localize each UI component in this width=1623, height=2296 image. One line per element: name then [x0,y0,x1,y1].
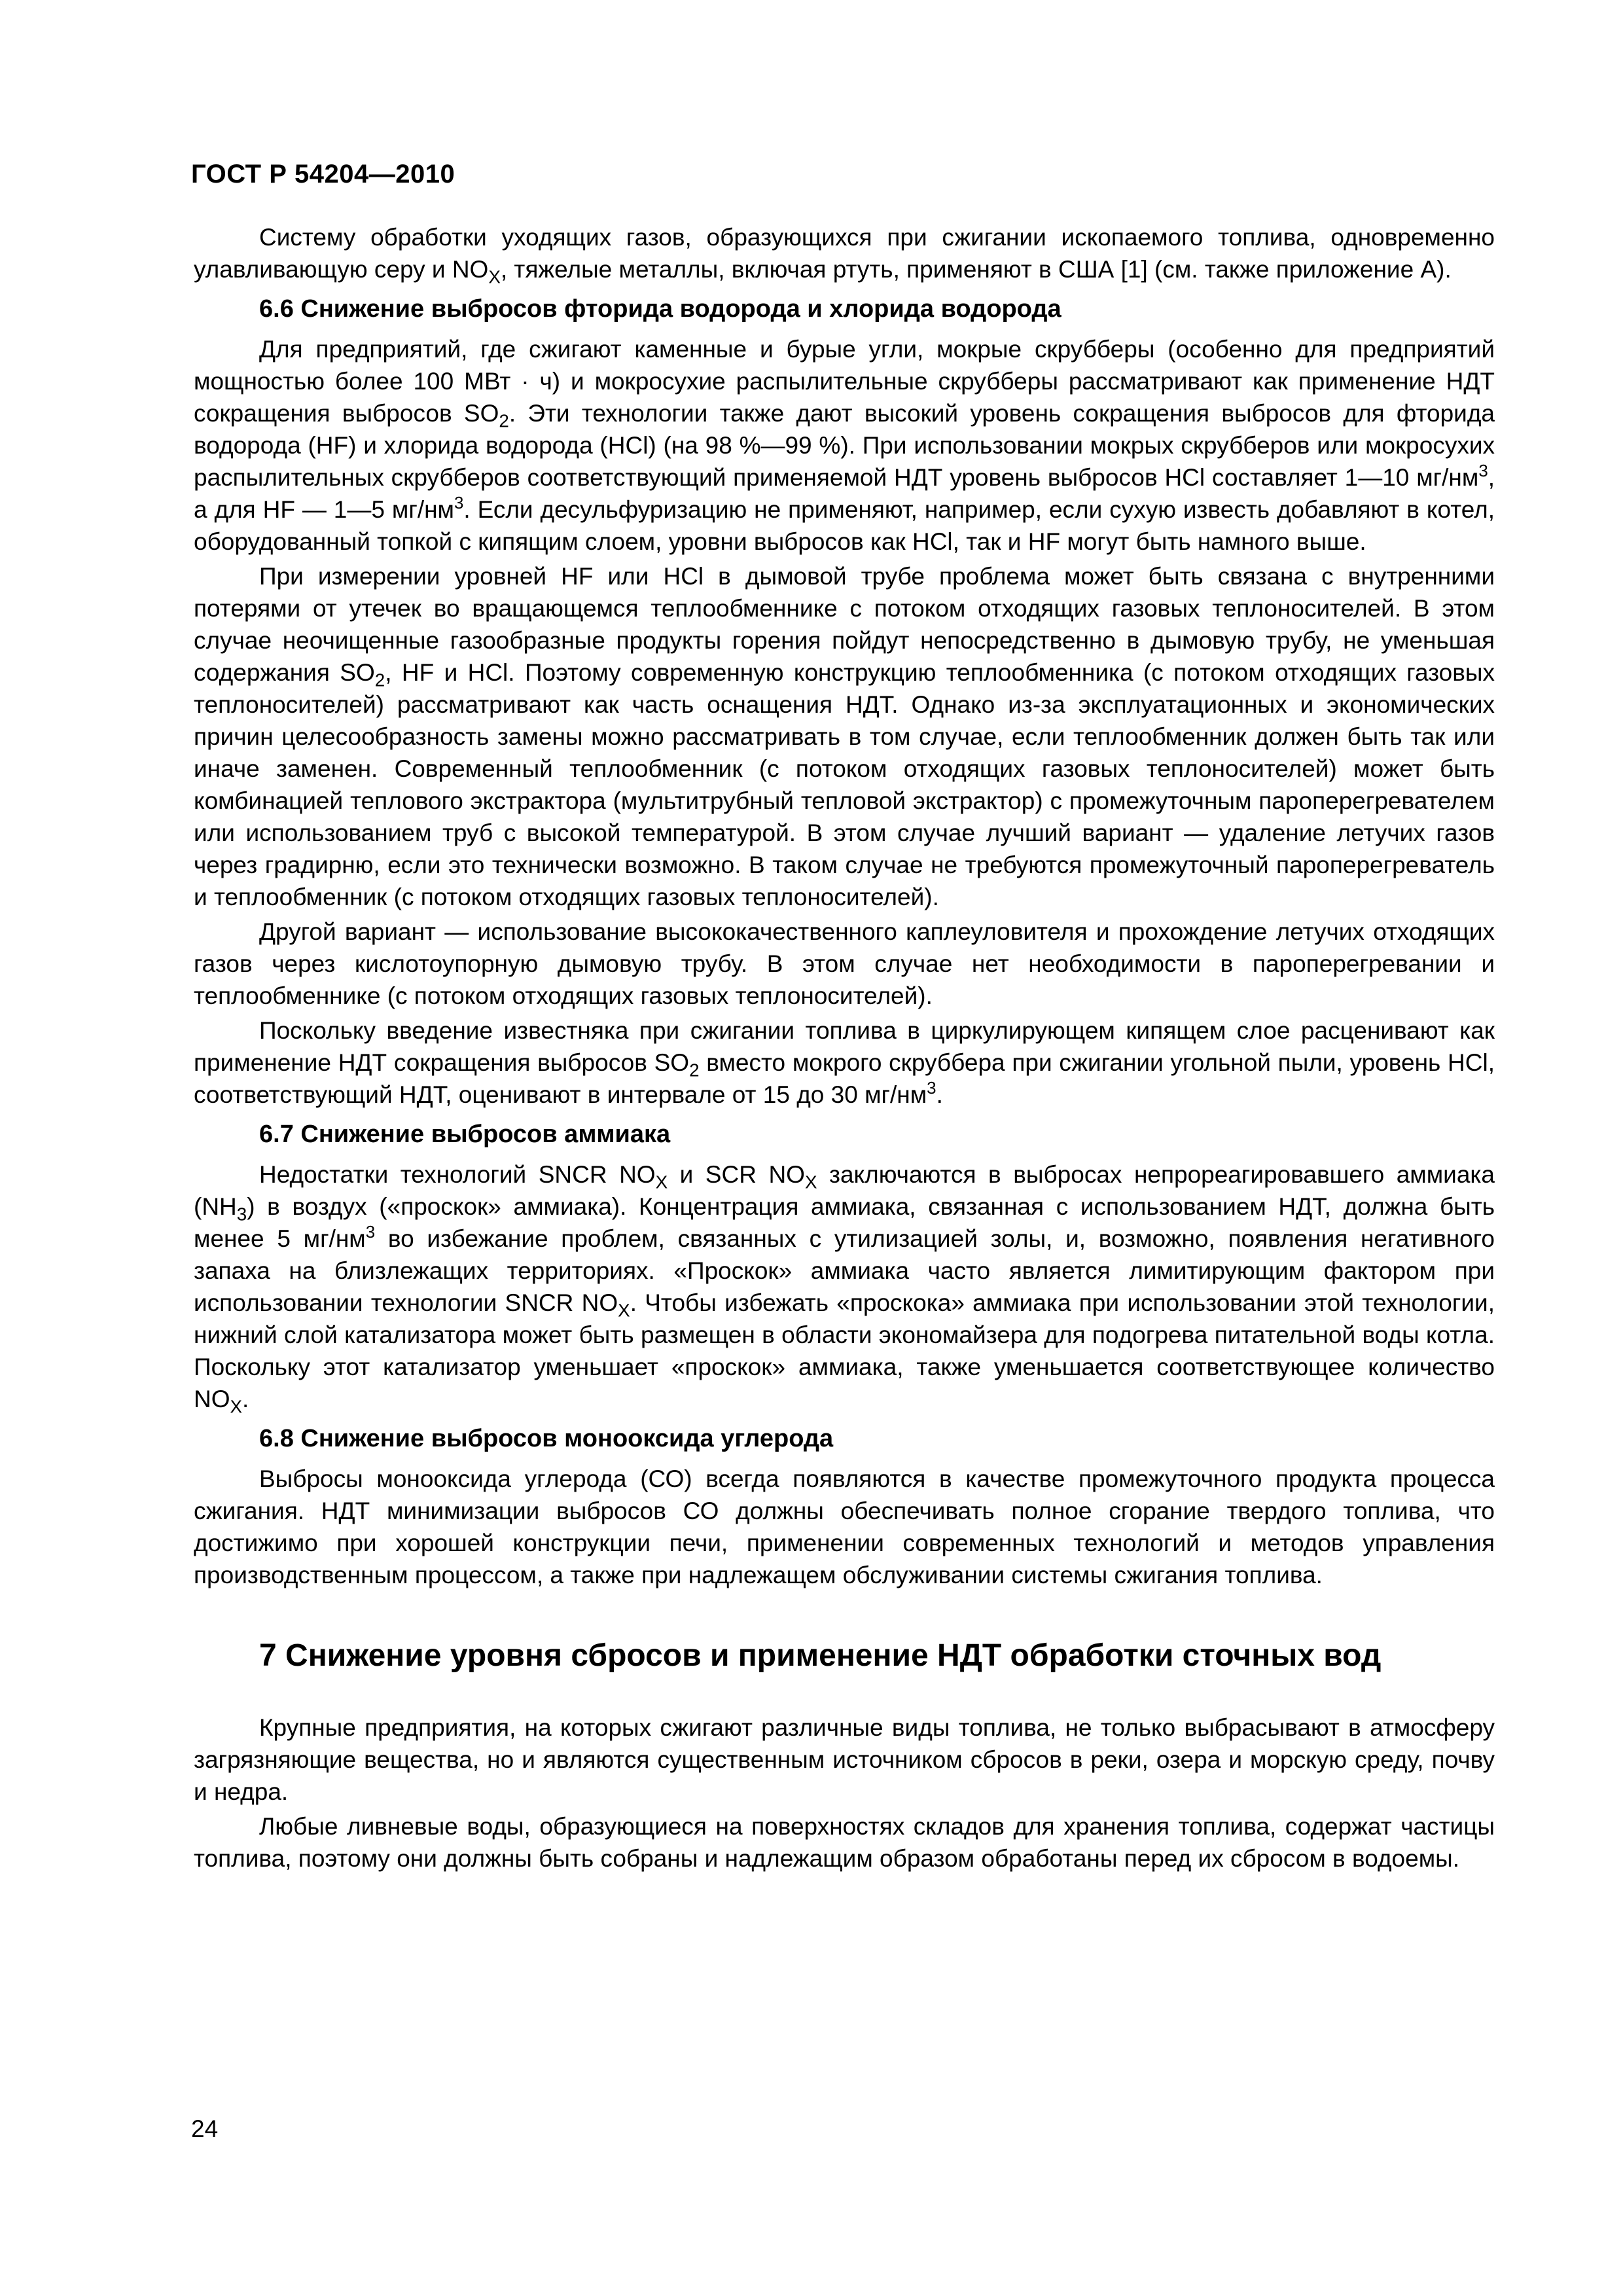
page-number: 24 [191,2115,219,2142]
section-7-paragraph-1: Крупные предприятия, на которых сжигают различные виды топлива, не только выбрасывают в атмосферу загрязняющие вещества, но и являются существенным источником сбросов в реки, озера и морскую среду, почву и недра. [194,1714,1495,1805]
intro-paragraph: Систему обработки уходящих газов, образующихся при сжигании ископаемого топлива, одновременно улавливающую серу и $NO_X$, тяжелые металлы, включая ртуть, применяют в США [1] (см. также приложение А). [194,224,1495,287]
section-7-heading: 7 Снижение уровня сбросов и применение НДТ обработки сточных вод [259,1638,1382,1673]
section-6-6-heading: 6.6 Снижение выбросов фторида водорода и хлорида водорода [259,295,1061,323]
section-6-7-heading: 6.7 Снижение выбросов аммиака [259,1121,671,1148]
section-6-8-heading: 6.8 Снижение выбросов монооксида углерода [259,1425,834,1452]
section-6-6-paragraph-3: Другой вариант — использование высококачественного каплеуловителя и прохождение летучих отходящих газов через кислотоупорную дымовую трубу. В этом случае нет необходимости в пароперегревании и теплообменнике (с потоком отходящих газовых теплоносителей). [194,918,1495,1009]
section-6-6-paragraph-1: Для предприятий, где сжигают каменные и бурые угли, мокрые скрубберы (особенно для предприятий мощностью более 100 МВт · ч) и мокросухие распылительные скрубберы рассматривают как применение НДТ сокращения выбросов $SO_2$. Эти технологии также дают высокий уровень сокращения выбросов для фторида водорода (HF) и хлорида водорода (HCl) (на 98 %—99 %). При использовании мокрых скрубберов или мокросухих распылительных скрубберов соответствующий применяемой НДТ уровень выбросов HCl составляет 1—10 $мг/нм^3$, а для HF — 1—5 $мг/нм^3$. Если десульфуризацию не применяют, например, если сухую известь добавляют в котел, оборудованный топкой с кипящим слоем, уровни выбросов как HCl, так и HF могут быть намного выше. [194,336,1495,555]
section-6-8-paragraph-1: Выбросы монооксида углерода (СО) всегда появляются в качестве промежуточного продукта процесса сжигания. НДТ минимизации выбросов СО должны обеспечивать полное сгорание твердого топлива, что достижимо при хорошей конструкции печи, применении современных технологий и методов управления производственным процессом, а также при надлежащем обслуживании системы сжигания топлива. [194,1465,1495,1588]
page-content [194,221,1495,1877]
section-6-7-paragraph-1: Недостатки технологий SNCR $NO_X$ и SCR $NO_X$ заключаются в выбросах непрореагировавшего аммиака $(NH_3)$ в воздух («проскок» аммиака). Концентрация аммиака, связанная с использованием НДТ, должна быть менее 5 $мг/нм^3$ во избежание проблем, связанных с утилизацией золы, и, возможно, появления негативного запаха на близлежащих территориях. «Проскок» аммиака часто является лимитирующим фактором при использовании технологии SNCR $NO_X$. Чтобы избежать «проскока» аммиака при использовании этой технологии, нижний слой катализатора может быть размещен в области экономайзера для подогрева питательной воды котла. Поскольку этот катализатор уменьшает «проскок» аммиака, также уменьшается соответствующее количество $NO_X$. [194,1161,1495,1417]
section-7-paragraph-2: Любые ливневые воды, образующиеся на поверхностях складов для хранения топлива, содержат частицы топлива, поэтому они должны быть собраны и надлежащим образом обработаны перед их сбросом в водоемы. [194,1813,1495,1872]
section-6-6-paragraph-2: При измерении уровней HF или HCl в дымовой трубе проблема может быть связана с внутренними потерями от утечек во вращающемся теплообменнике с потоком отходящих газовых теплоносителей. В этом случае неочищенные газообразные продукты горения пойдут непосредственно в дымовую трубу, не уменьшая содержания $SO_2$, HF и HCl. Поэтому современную конструкцию теплообменника (с потоком отходящих газовых теплоносителей) рассматривают как часть оснащения НДТ. Однако из-за эксплуатационных и экономических причин целесообразность замены можно рассматривать в том случае, если теплообменник должен быть так или иначе заменен. Современный теплообменник (с потоком отходящих газовых теплоносителей) может быть комбинацией теплового экстрактора (мультитрубный тепловой экстрактор) с промежуточным пароперегревателем или использованием труб с высокой температурой. В этом случае лучший вариант — удаление летучих газов через градирню, если это технически возможно. В таком случае не требуются промежуточный пароперегреватель и теплообменник (с потоком отходящих газовых теплоносителей). [194,563,1495,910]
section-6-6-paragraph-4: Поскольку введение известняка при сжигании топлива в циркулирующем кипящем слое расценивают как применение НДТ сокращения выбросов $SO_2$ вместо мокрого скруббера при сжигании угольной пыли, уровень HCl, соответствующий НДТ, оценивают в интервале от 15 до 30 $мг/нм^3$. [194,1017,1495,1108]
document-code-header: ГОСТ Р 54204—2010 [191,160,455,188]
